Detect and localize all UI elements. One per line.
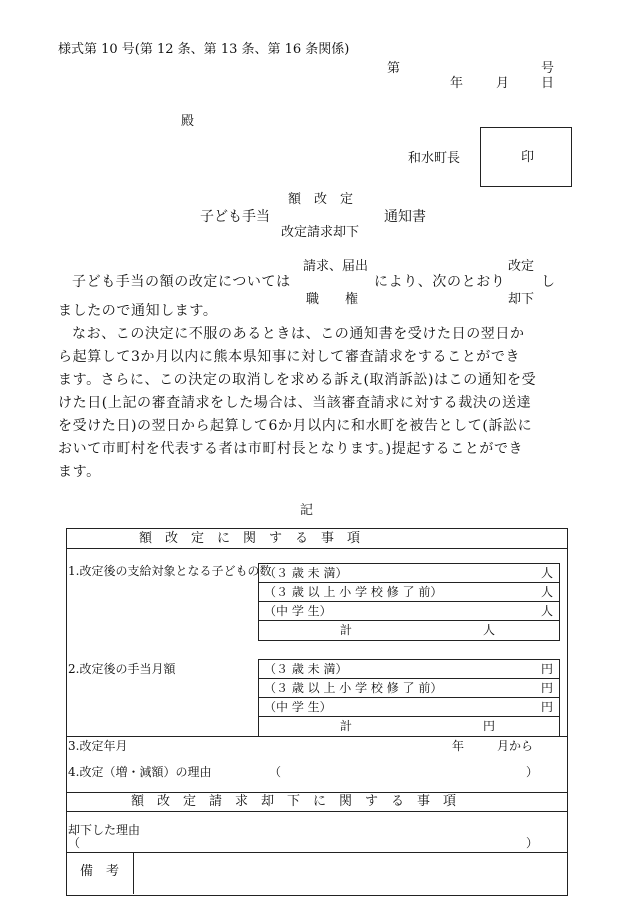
choice-request: 請求、届出 [303, 259, 369, 274]
allowance-row-junior-high-unit: 円 [541, 700, 554, 714]
notice-line-2: ましたので通知します。 [58, 303, 218, 319]
title-left: 子ども手当 [200, 209, 270, 225]
allowance-total-label: 計 [340, 719, 353, 733]
title-line-3: 改定請求却下 [281, 225, 360, 240]
child-row-primary: （３ 歳 以 上 小 学 校 修 了 前） [264, 585, 443, 599]
child-row-primary-unit: 人 [541, 585, 554, 599]
section2-header: 額 改 定 請 求 却 下 に 関 す る 事 項 [131, 794, 457, 809]
item3-year: 年 [452, 739, 465, 753]
item3-label: 3.改定年月 [68, 739, 128, 753]
issuer-title: 和水町長 [408, 151, 461, 166]
item1-label: 1.改定後の支給対象となる子どもの数 [68, 564, 272, 578]
section2-bottom-divider [66, 811, 567, 812]
remarks-label: 備 考 [80, 864, 120, 879]
result-revise: 改定 [508, 259, 535, 274]
allowance-row-under3-unit: 円 [541, 662, 554, 676]
notice-para-3: ます。さらに、この決定の取消しを求める訴え(取消訴訟)はこの通知を受 [58, 372, 537, 388]
child-grid-line-3 [258, 620, 559, 621]
allowance-grid-line-3 [258, 716, 559, 717]
child-row-under3-unit: 人 [541, 566, 554, 580]
child-row-under3: （３ 歳 未 満） [264, 566, 348, 580]
reject-open-paren: （ [68, 836, 81, 850]
notice-para-5: を受けた日)の翌日から起算して6か月以内に和水町を被告として(訴訟に [58, 418, 533, 434]
form-number: 様式第 10 号(第 12 条、第 13 条、第 16 条関係) [58, 42, 350, 57]
item3-month: 月から [497, 739, 534, 753]
reject-close-paren: ） [526, 836, 539, 850]
notice-para-1: なお、この決定に不服のあるときは、この通知書を受けた日の翌日か [72, 326, 525, 342]
allowance-row-under3: （３ 歳 未 満） [264, 662, 348, 676]
allowance-row-junior-high: （中 学 生） [264, 700, 332, 714]
child-total-label: 計 [340, 623, 353, 637]
item4-close-paren: ） [526, 765, 539, 779]
seal-label: 印 [521, 150, 535, 165]
notice-line-main-b: により、次のとおり [374, 274, 506, 290]
item4-label: 4.改定（増・減額）の理由 [68, 765, 212, 779]
number-prefix: 第 [387, 61, 401, 76]
date-month: 月 [496, 76, 510, 91]
child-row-junior-high-unit: 人 [541, 604, 554, 618]
section1-header: 額 改 定 に 関 す る 事 項 [139, 531, 361, 546]
ki-heading: 記 [300, 503, 314, 518]
child-total-unit: 人 [483, 623, 496, 637]
remarks-divider [66, 852, 567, 853]
addressee-honorific: 殿 [181, 114, 195, 129]
allowance-total-unit: 円 [483, 719, 496, 733]
date-day: 日 [541, 76, 555, 91]
item4-open-paren: （ [269, 765, 282, 779]
notice-para-2: ら起算して3か月以内に熊本県知事に対して審査請求をすることができ [58, 349, 521, 365]
notice-line-main-a: 子ども手当の額の改定については [72, 274, 291, 290]
notice-shi: し [541, 274, 556, 290]
allowance-row-primary-unit: 円 [541, 681, 554, 695]
section1-divider [66, 548, 567, 549]
item3-divider [66, 736, 567, 737]
remarks-column-line [133, 852, 134, 894]
seal-box [480, 127, 572, 187]
child-row-junior-high: （中 学 生） [264, 604, 332, 618]
notice-para-7: ます。 [58, 464, 101, 480]
date-year: 年 [450, 76, 464, 91]
allowance-row-primary: （３ 歳 以 上 小 学 校 修 了 前） [264, 681, 443, 695]
number-suffix: 号 [541, 61, 555, 76]
item2-label: 2.改定後の手当月額 [68, 662, 176, 676]
choice-ex-officio: 職 権 [306, 292, 359, 307]
section2-top-divider [66, 792, 567, 793]
title-line-1: 額 改 定 [288, 192, 354, 207]
title-right: 通知書 [384, 209, 426, 225]
notice-para-4: けた日(上記の審査請求をした場合は、当該審査請求に対する裁決の送達 [58, 395, 532, 411]
result-reject: 却下 [508, 292, 535, 307]
notice-para-6: おいて市町村を代表する者は市町村長となります。)提起することができ [58, 441, 524, 457]
reject-reason-label: 却下した理由 [68, 823, 141, 837]
